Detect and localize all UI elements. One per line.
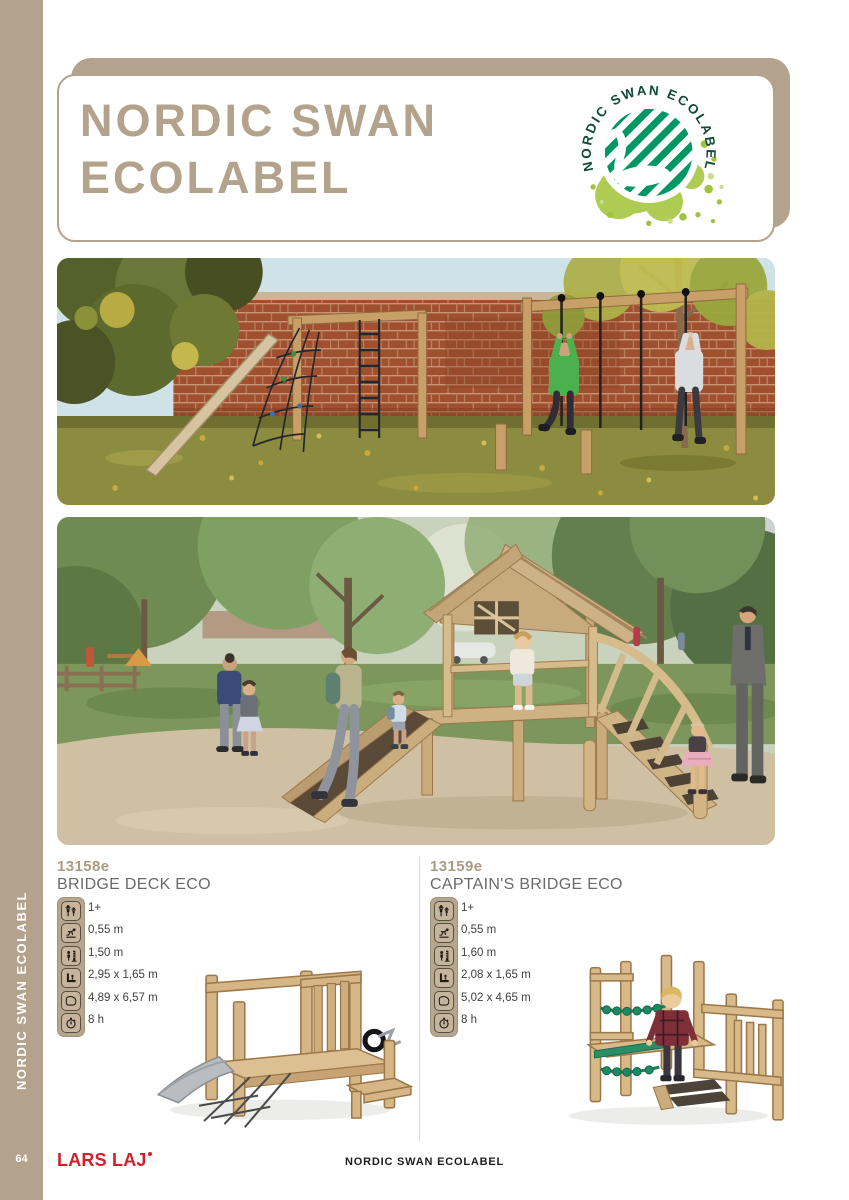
safety-zone-icon — [61, 991, 81, 1011]
assembly-time-icon — [61, 1013, 81, 1033]
logo-curved-text: NORDIC SWAN ECOLABEL — [578, 82, 719, 173]
age-group-icon — [61, 901, 81, 921]
spec-icon-strip — [430, 897, 458, 1037]
spec-total-height: 1,60 m — [461, 946, 497, 959]
spec-safety-zone: 5,02 x 4,65 m — [461, 991, 531, 1004]
page-title-line1: NORDIC SWAN — [80, 95, 438, 146]
page-title-line2: ECOLABEL — [80, 152, 352, 203]
total-height-icon — [434, 946, 454, 966]
footer-section-title: NORDIC SWAN ECOLABEL — [345, 1156, 504, 1168]
product-name: BRIDGE DECK ECO — [57, 876, 211, 893]
fall-height-icon — [61, 923, 81, 943]
fall-height-icon — [434, 923, 454, 943]
product-render-captains-bridge — [540, 915, 802, 1133]
spec-total-height: 1,50 m — [88, 946, 124, 959]
sidebar-vertical-label: NORDIC SWAN ECOLABEL — [14, 891, 29, 1090]
product-code: 13159e — [430, 858, 483, 875]
assembly-time-icon — [434, 1013, 454, 1033]
page-number: 64 — [15, 1153, 28, 1165]
spec-dimensions: 2,95 x 1,65 m — [88, 969, 158, 982]
spec-fall-height: 0,55 m — [88, 924, 124, 937]
spec-icon-strip — [57, 897, 85, 1037]
total-height-icon — [61, 946, 81, 966]
dimensions-icon — [61, 968, 81, 988]
spec-values — [461, 897, 531, 1031]
safety-zone-icon — [434, 991, 454, 1011]
spec-age: 1+ — [88, 902, 102, 914]
lars-laj-logo-text: LARS LAJ — [57, 1150, 147, 1170]
photo-climbing-wall — [57, 258, 775, 505]
spec-dimensions: 2,08 x 1,65 m — [461, 969, 531, 982]
product-render-bridge-deck — [148, 942, 418, 1132]
product-code: 13158e — [57, 858, 110, 875]
nordic-swan-ecolabel-logo — [578, 82, 728, 234]
spec-safety-zone: 4,89 x 6,57 m — [88, 991, 158, 1004]
spec-assembly-time: 8 h — [461, 1013, 477, 1026]
photo-park-playhouse — [57, 517, 775, 845]
page-title — [80, 92, 438, 206]
age-group-icon — [434, 901, 454, 921]
spec-fall-height: 0,55 m — [461, 924, 497, 937]
column-divider — [419, 857, 420, 1142]
product-name: CAPTAIN'S BRIDGE ECO — [430, 876, 623, 893]
dimensions-icon — [434, 968, 454, 988]
spec-age: 1+ — [461, 902, 475, 914]
spec-assembly-time: 8 h — [88, 1013, 104, 1026]
